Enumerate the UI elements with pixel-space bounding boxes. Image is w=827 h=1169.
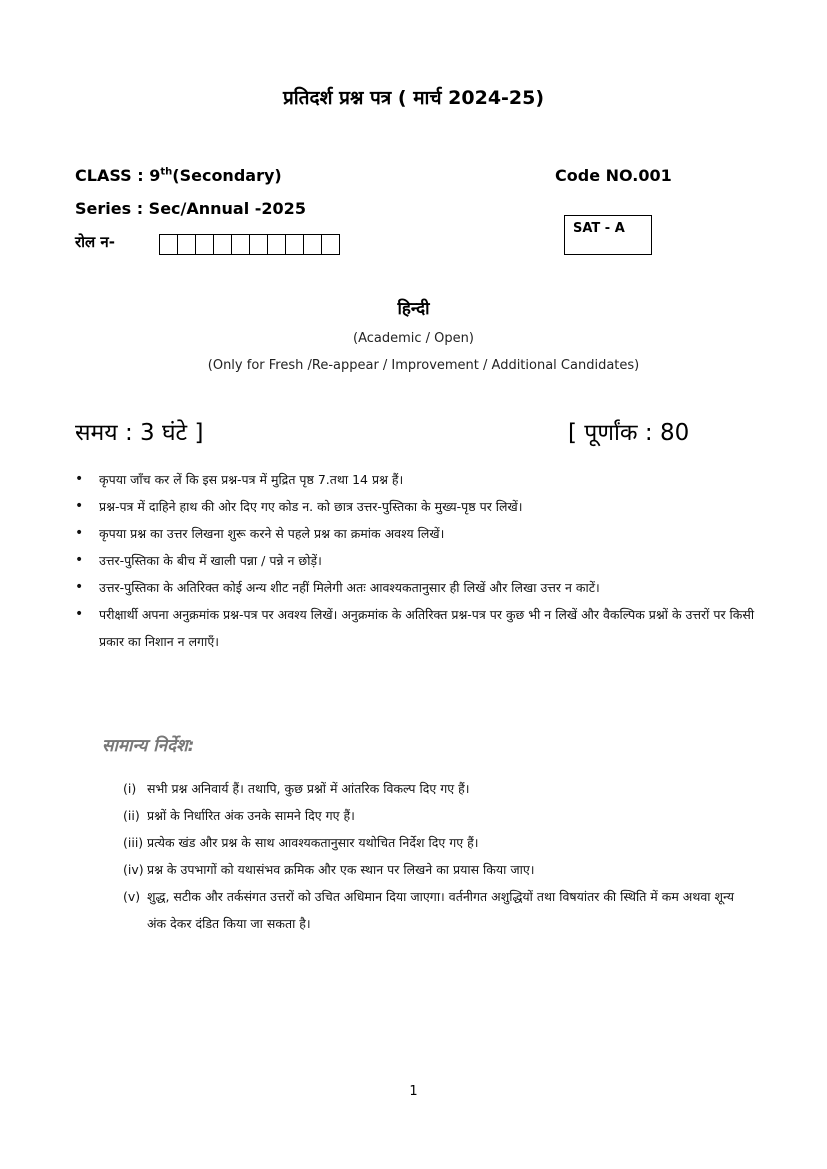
roll-number-box[interactable] — [231, 234, 250, 255]
item-number: (iv) — [123, 862, 144, 877]
roll-number-box[interactable] — [267, 234, 286, 255]
item-number: (iii) — [123, 835, 144, 850]
instruction-item: • परीक्षार्थी अपना अनुक्रमांक प्रश्न-पत्र पर अवश्य लिखें। अनुक्रमांक के अतिरिक्त प्रश्न-पत्र पर कुछ भी न लिखें और वैकल्पिक प्रश्नों के उत्तरों पर किसी प्रकार का निशान न लगाएँ। — [75, 601, 755, 655]
instruction-item: • प्रश्न-पत्र में दाहिने हाथ की ओर दिए गए कोड न. को छात्र उत्तर-पुस्तिका के मुख्य-पृष्ठ पर लिखें। — [75, 493, 755, 520]
candidate-types: (Only for Fresh /Re-appear / Improvement / Additional Candidates) — [207, 358, 640, 373]
item-number: (i) — [123, 781, 137, 796]
item-number: (ii) — [123, 808, 140, 823]
class-label: CLASS — [75, 166, 132, 185]
bullet-icon: • — [75, 498, 84, 514]
roll-number-box[interactable] — [195, 234, 214, 255]
sat-box: SAT - A — [564, 215, 652, 255]
roll-number-boxes[interactable] — [160, 234, 340, 255]
academic-mode: (Academic / Open) — [353, 331, 474, 346]
bullet-icon: • — [75, 471, 84, 487]
general-instruction-item: (i) सभी प्रश्न अनिवार्य हैं। तथापि, कुछ प्रश्नों में आंतरिक विकल्प दिए गए हैं। — [123, 775, 753, 802]
subject-title: हिन्दी — [397, 299, 430, 319]
max-marks: [ पूर्णांक : 80 — [568, 420, 690, 446]
paper-title: प्रतिदर्श प्रश्न पत्र ( मार्च 2024-25) — [282, 87, 545, 109]
instruction-item: • उत्तर-पुस्तिका के बीच में खाली पन्ना / पन्ने न छोड़ें। — [75, 547, 755, 574]
roll-number-box[interactable] — [177, 234, 196, 255]
instruction-item: • कृपया प्रश्न का उत्तर लिखना शुरू करने से पहले प्रश्न का क्रमांक अवश्य लिखें। — [75, 520, 755, 547]
page-number: 1 — [409, 1084, 418, 1099]
general-instruction-item: (iv) प्रश्न के उपभागों को यथासंभव क्रमिक और एक स्थान पर लिखने का प्रयास किया जाए। — [123, 856, 753, 883]
class-info — [75, 166, 282, 185]
roll-number-box[interactable] — [213, 234, 232, 255]
instruction-list — [75, 466, 755, 655]
instruction-item: • उत्तर-पुस्तिका के अतिरिक्त कोई अन्य शीट नहीं मिलेगी अतः आवश्यकतानुसार ही लिखें और लिखा उत्तर न काटें। — [75, 574, 755, 601]
class-level: (Secondary) — [172, 166, 282, 185]
item-number: (v) — [123, 889, 141, 904]
bullet-icon: • — [75, 579, 84, 595]
roll-number-label: रोल न- — [75, 233, 115, 251]
general-instruction-list — [123, 775, 753, 937]
class-separator: : — [137, 166, 144, 185]
roll-number-box[interactable] — [321, 234, 340, 255]
class-number: 9 — [149, 166, 161, 185]
class-suffix: th — [160, 166, 173, 178]
roll-number-box[interactable] — [303, 234, 322, 255]
roll-number-box[interactable] — [249, 234, 268, 255]
roll-number-box[interactable] — [159, 234, 178, 255]
general-instruction-item: (v) शुद्ध, सटीक और तर्कसंगत उत्तरों को उचित अधिमान दिया जाएगा। वर्तनीगत अशुद्धियों तथा विषयांतर की स्थिति में कम अथवा शून्य अंक देकर दंडित किया जा सकता है। — [123, 883, 753, 937]
bullet-icon: • — [75, 552, 84, 568]
time-allowed: समय : 3 घंटे ] — [75, 420, 204, 446]
instruction-item: • कृपया जाँच कर लें कि इस प्रश्न-पत्र में मुद्रित पृष्ठ 7.तथा 14 प्रश्न हैं। — [75, 466, 755, 493]
general-instructions-heading: सामान्य निर्देश: — [102, 736, 195, 756]
general-instruction-item: (iii) प्रत्येक खंड और प्रश्न के साथ आवश्यकतानुसार यथोचित निर्देश दिए गए हैं। — [123, 829, 753, 856]
series-info: Series : Sec/Annual -2025 — [75, 199, 306, 218]
general-instruction-item: (ii) प्रश्नों के निर्धारित अंक उनके सामने दिए गए हैं। — [123, 802, 753, 829]
roll-number-box[interactable] — [285, 234, 304, 255]
bullet-icon: • — [75, 606, 84, 622]
code-number: Code NO.001 — [555, 166, 672, 185]
bullet-icon: • — [75, 525, 84, 541]
